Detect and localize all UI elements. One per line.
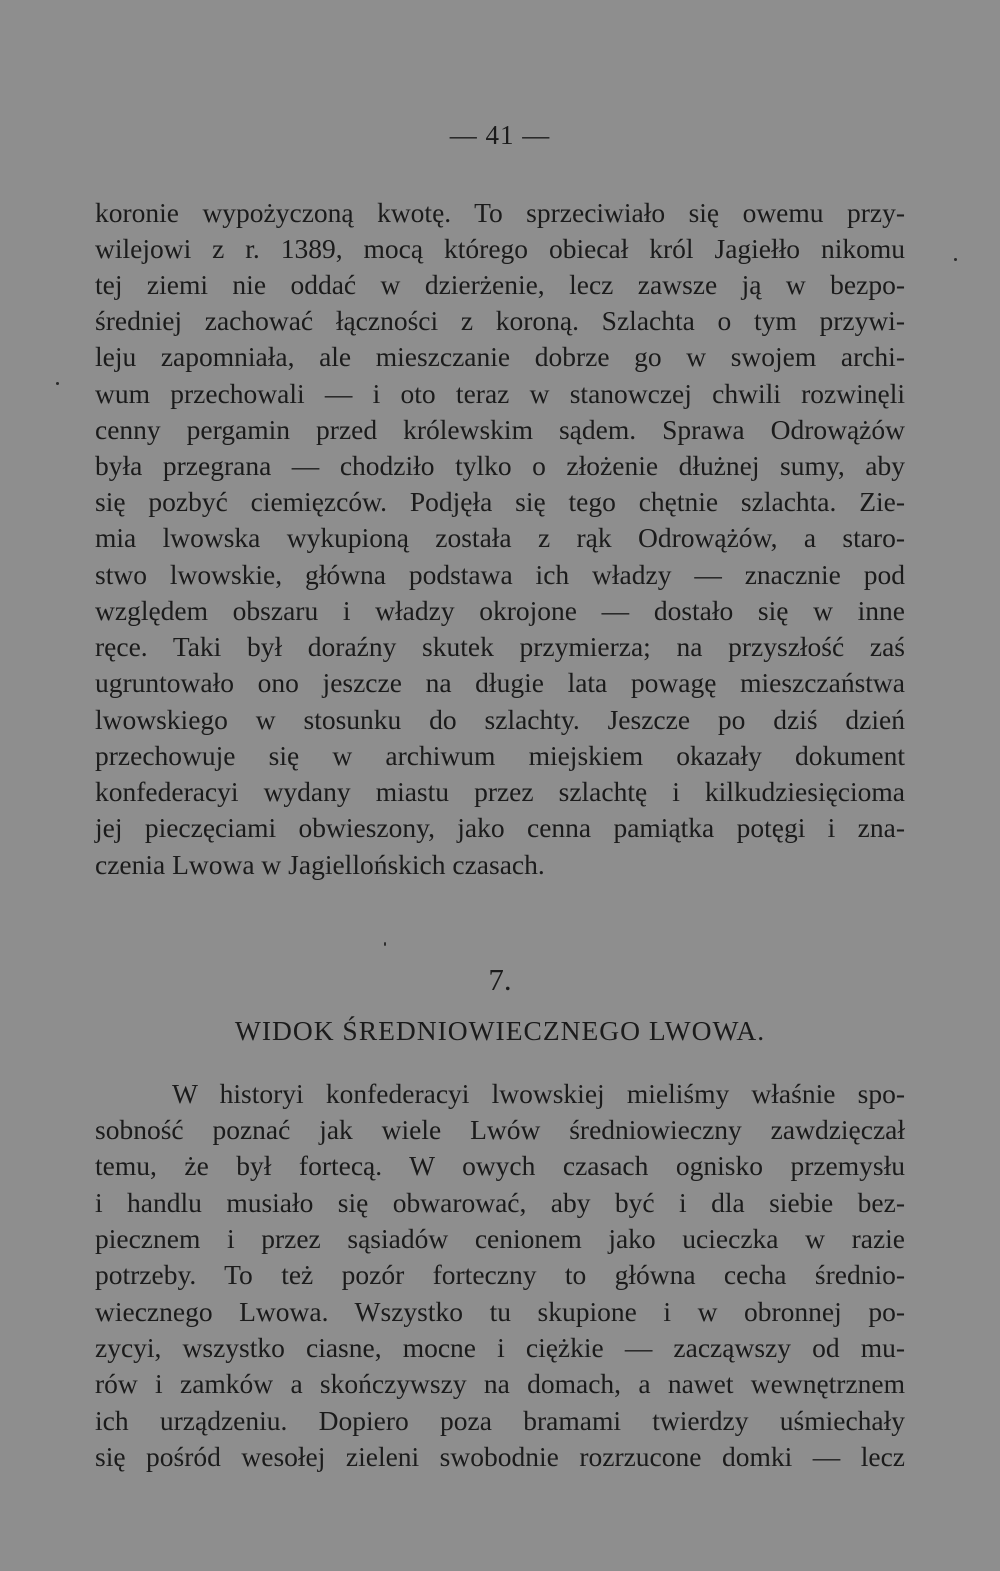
text-line: piecznem i przez sąsiadów cenionem jako ucieczka w razie [95, 1223, 905, 1254]
section-number: 7. [488, 962, 512, 997]
text-line: wiecznego Lwowa. Wszystko tu skupione i w obronnej po- [95, 1296, 905, 1327]
text-line: cenny pergamin przed królewskim sądem. Sprawa Odrowążów [95, 414, 905, 445]
text-line: konfederacyi wydany miastu przez szlachtę i kilkudziesięcioma [95, 776, 905, 807]
text-line: temu, że był fortecą. W owych czasach ognisko przemysłu [95, 1150, 905, 1181]
text-line: jej pieczęciami obwieszony, jako cenna pamiątka potęgi i zna- [95, 812, 905, 843]
text-line: stwo lwowskie, główna podstawa ich władzy — znacznie pod [95, 559, 905, 590]
text-line: względem obszaru i władzy okrojone — dostało się w inne [95, 595, 905, 626]
text-line: leju zapomniała, ale mieszczanie dobrze go w swojem archi- [95, 341, 905, 372]
text-line: przechowuje się w archiwum miejskiem okazały dokument [95, 740, 905, 771]
text-line: czenia Lwowa w Jagiellońskich czasach. [95, 849, 545, 880]
text-line: wum przechowali — i oto teraz w stanowczej chwili rozwinęli [95, 378, 905, 409]
text-line: zycyi, wszystko ciasne, mocne i ciężkie — zacząwszy od mu- [95, 1332, 905, 1363]
text-line: się pozbyć ciemięzców. Podjęła się tego chętnie szlachta. Zie- [95, 486, 905, 517]
text-line: W historyi konfederacyi lwowskiej mieliśmy właśnie spo- [172, 1078, 905, 1109]
text-line: się pośród wesołej zieleni swobodnie rozrzucone domki — lecz [95, 1441, 905, 1472]
scan-speck [384, 942, 386, 946]
text-line: ich urządzeniu. Dopiero poza bramami twierdzy uśmiechały [95, 1405, 905, 1436]
text-line: wilejowi z r. 1389, mocą którego obiecał król Jagiełło nikomu [95, 233, 905, 264]
section-title: WIDOK ŚREDNIOWIECZNEGO LWOWA. [234, 1015, 766, 1046]
scan-speck [954, 258, 957, 261]
text-line: tej ziemi nie oddać w dzierżenie, lecz zawsze ją w bezpo- [95, 269, 905, 300]
text-line: i handlu musiało się obwarować, aby być i dla siebie bez- [95, 1187, 905, 1218]
text-line: rów i zamków a skończywszy na domach, a nawet wewnętrznem [95, 1368, 905, 1399]
text-line: sobność poznać jak wiele Lwów średniowieczny zawdzięczał [95, 1114, 905, 1145]
text-line: potrzeby. To też pozór forteczny to główna cecha średnio- [95, 1259, 905, 1290]
text-line: mia lwowska wykupioną została z rąk Odrowążów, a staro- [95, 522, 905, 553]
text-line: koronie wypożyczoną kwotę. To sprzeciwiało się owemu przy- [95, 197, 905, 228]
page-number: — 41 — [449, 120, 551, 150]
text-line: średniej zachować łączności z koroną. Szlachta o tym przywi- [95, 305, 905, 336]
text-line: ręce. Taki był doraźny skutek przymierza; na przyszłość zaś [95, 631, 905, 662]
text-line: była przegrana — chodziło tylko o złożenie dłużnej sumy, aby [95, 450, 905, 481]
scan-speck [56, 382, 59, 385]
text-line: ugruntowało ono jeszcze na długie lata powagę mieszczaństwa [95, 667, 905, 698]
text-line: lwowskiego w stosunku do szlachty. Jeszcze po dziś dzień [95, 704, 905, 735]
